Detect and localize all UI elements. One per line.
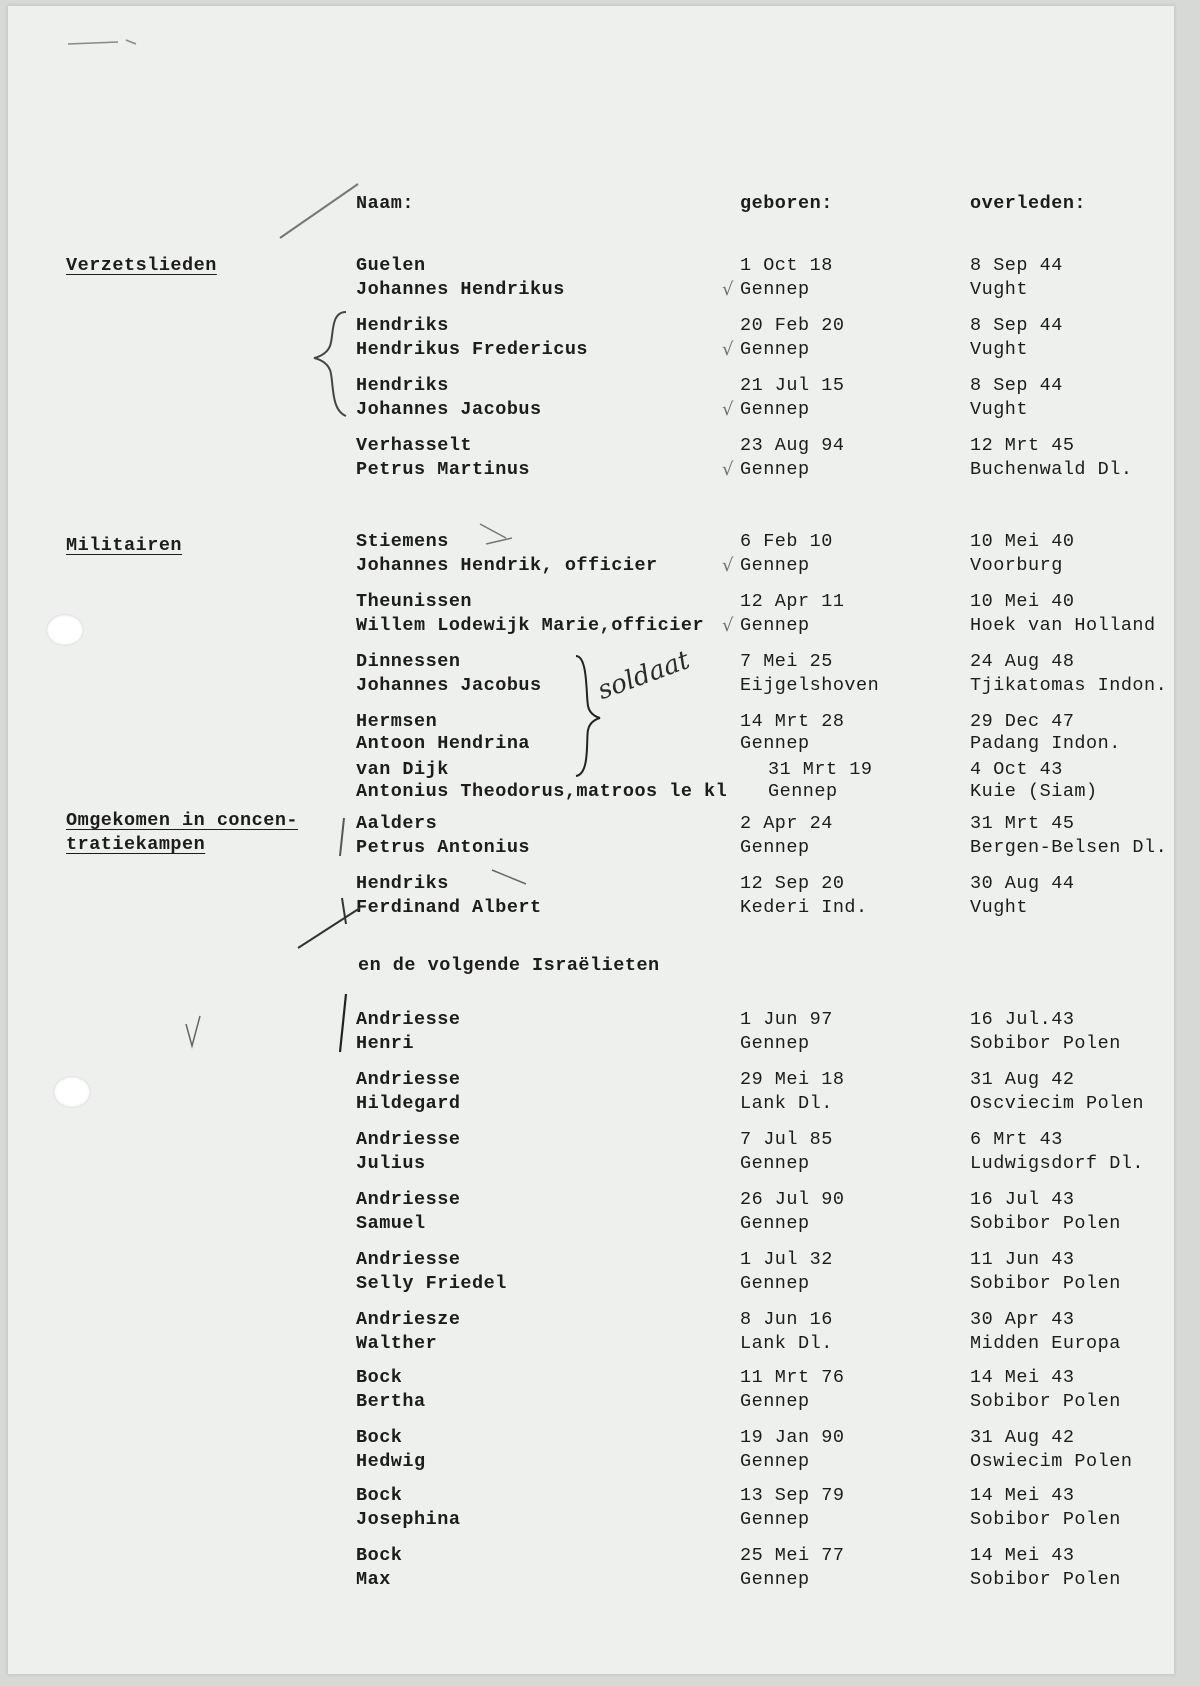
entry-surname: Theunissen: [356, 591, 473, 612]
entry-death-date: 14 Mei 43: [970, 1545, 1075, 1566]
entry-birth-place: Kederi Ind.: [740, 897, 868, 918]
entry-death-date: 8 Sep 44: [970, 255, 1063, 276]
entry-death-date: 14 Mei 43: [970, 1485, 1075, 1506]
entry-given-names: Max: [356, 1569, 391, 1590]
entry-given-names: Henri: [356, 1033, 415, 1054]
entry-death-place: Ludwigsdorf Dl.: [970, 1153, 1145, 1174]
entry-surname: van Dijk: [356, 759, 449, 780]
entry-given-names: Antonius Theodorus,matroos le kl: [356, 781, 728, 802]
entry-birth-date: 31 Mrt 19: [768, 759, 873, 780]
entry-given-names: Samuel: [356, 1213, 426, 1234]
entry-death-place: Voorburg: [970, 555, 1063, 576]
entry-given-names: Hildegard: [356, 1093, 461, 1114]
entry-surname: Bock: [356, 1367, 403, 1388]
entry-death-place: Vught: [970, 279, 1029, 300]
entry-birth-date: 25 Mei 77: [740, 1545, 845, 1566]
entry-death-date: 29 Dec 47: [970, 711, 1075, 732]
entry-death-date: 12 Mrt 45: [970, 435, 1075, 456]
entry-surname: Bock: [356, 1485, 403, 1506]
brace-mark: [314, 312, 346, 416]
check-mark: √: [722, 399, 734, 420]
entry-death-place: Vught: [970, 399, 1029, 420]
entry-birth-date: 19 Jan 90: [740, 1427, 845, 1448]
header-name: Naam:: [356, 193, 415, 214]
entry-birth-date: 20 Feb 20: [740, 315, 845, 336]
handwritten-annotation: soldaat: [593, 645, 694, 706]
entry-given-names: Hedwig: [356, 1451, 426, 1472]
entry-death-date: 31 Aug 42: [970, 1069, 1075, 1090]
entry-death-date: 14 Mei 43: [970, 1367, 1075, 1388]
entry-surname: Verhasselt: [356, 435, 473, 456]
entry-death-place: Hoek van Holland: [970, 615, 1156, 636]
entry-death-place: Tjikatomas Indon.: [970, 675, 1168, 696]
entry-birth-date: 7 Mei 25: [740, 651, 833, 672]
pencil-stroke: [280, 184, 358, 238]
entry-birth-place: Gennep: [740, 459, 810, 480]
entry-death-place: Vught: [970, 897, 1029, 918]
entry-given-names: Selly Friedel: [356, 1273, 507, 1294]
entry-surname: Bock: [356, 1427, 403, 1448]
entry-given-names: Antoon Hendrina: [356, 733, 531, 754]
entry-death-date: 16 Jul 43: [970, 1189, 1075, 1210]
entry-birth-date: 8 Jun 16: [740, 1309, 833, 1330]
header-born: geboren:: [740, 193, 833, 214]
entry-death-date: 8 Sep 44: [970, 375, 1063, 396]
entry-birth-place: Gennep: [740, 615, 810, 636]
section-label-concentratiekampen-line2: tratiekampen: [66, 834, 206, 855]
entry-birth-date: 2 Apr 24: [740, 813, 833, 834]
check-mark: √: [722, 339, 734, 360]
entry-surname: Hendriks: [356, 315, 449, 336]
entry-given-names: Johannes Hendrikus: [356, 279, 565, 300]
entry-death-place: Bergen-Belsen Dl.: [970, 837, 1168, 858]
entry-birth-date: 7 Jul 85: [740, 1129, 833, 1150]
entry-birth-place: Gennep: [740, 1153, 810, 1174]
pencil-stroke: [68, 40, 136, 44]
entry-surname: Stiemens: [356, 531, 449, 552]
check-mark: √: [722, 279, 734, 300]
entry-death-place: Buchenwald Dl.: [970, 459, 1133, 480]
pencil-stroke: [340, 994, 346, 1052]
entry-death-place: Midden Europa: [970, 1333, 1121, 1354]
pencil-stroke: [492, 870, 526, 884]
entry-given-names: Johannes Jacobus: [356, 399, 542, 420]
entry-death-place: Kuie (Siam): [970, 781, 1098, 802]
entry-surname: Hendriks: [356, 873, 449, 894]
entry-given-names: Petrus Martinus: [356, 459, 531, 480]
entry-birth-date: 23 Aug 94: [740, 435, 845, 456]
entry-death-date: 10 Mei 40: [970, 591, 1075, 612]
entry-birth-place: Gennep: [740, 837, 810, 858]
entry-death-date: 8 Sep 44: [970, 315, 1063, 336]
entry-birth-date: 6 Feb 10: [740, 531, 833, 552]
entry-birth-place: Lank Dl.: [740, 1333, 833, 1354]
pencil-tick: [186, 1016, 200, 1046]
entry-birth-place: Gennep: [740, 1033, 810, 1054]
entry-death-date: 31 Aug 42: [970, 1427, 1075, 1448]
entry-birth-place: Gennep: [740, 1451, 810, 1472]
entry-death-date: 31 Mrt 45: [970, 813, 1075, 834]
entry-surname: Andriesse: [356, 1189, 461, 1210]
entry-given-names: Julius: [356, 1153, 426, 1174]
entry-given-names: Willem Lodewijk Marie,officier: [356, 615, 705, 636]
entry-given-names: Walther: [356, 1333, 438, 1354]
entry-birth-date: 11 Mrt 76: [740, 1367, 845, 1388]
entry-death-place: Sobibor Polen: [970, 1509, 1121, 1530]
entry-given-names: Petrus Antonius: [356, 837, 531, 858]
entry-death-date: 4 Oct 43: [970, 759, 1063, 780]
entry-birth-date: 12 Apr 11: [740, 591, 845, 612]
entry-birth-place: Gennep: [740, 399, 810, 420]
entry-death-date: 30 Aug 44: [970, 873, 1075, 894]
entry-birth-place: Gennep: [768, 781, 838, 802]
entry-surname: Andriesse: [356, 1069, 461, 1090]
entry-surname: Dinnessen: [356, 651, 461, 672]
entry-death-date: 6 Mrt 43: [970, 1129, 1063, 1150]
entry-death-place: Sobibor Polen: [970, 1273, 1121, 1294]
entry-death-place: Sobibor Polen: [970, 1033, 1121, 1054]
entry-surname: Hermsen: [356, 711, 438, 732]
entry-death-place: Sobibor Polen: [970, 1569, 1121, 1590]
entry-given-names: Bertha: [356, 1391, 426, 1412]
entry-surname: Andriesze: [356, 1309, 461, 1330]
entry-given-names: Johannes Hendrik, officier: [356, 555, 658, 576]
entry-death-date: 24 Aug 48: [970, 651, 1075, 672]
entry-death-place: Oswiecim Polen: [970, 1451, 1133, 1472]
entry-birth-place: Gennep: [740, 1391, 810, 1412]
subheading-israelieten: en de volgende Israëlieten: [358, 955, 660, 976]
entry-death-place: Oscviecim Polen: [970, 1093, 1145, 1114]
entry-death-date: 10 Mei 40: [970, 531, 1075, 552]
entry-given-names: Johannes Jacobus: [356, 675, 542, 696]
entry-birth-date: 12 Sep 20: [740, 873, 845, 894]
entry-surname: Bock: [356, 1545, 403, 1566]
entry-birth-place: Gennep: [740, 733, 810, 754]
entry-given-names: Hendrikus Fredericus: [356, 339, 589, 360]
entry-birth-place: Eijgelshoven: [740, 675, 880, 696]
entry-death-place: Vught: [970, 339, 1029, 360]
entry-birth-place: Gennep: [740, 1569, 810, 1590]
entry-birth-date: 1 Oct 18: [740, 255, 833, 276]
entry-surname: Andriesse: [356, 1009, 461, 1030]
entry-surname: Aalders: [356, 813, 438, 834]
entry-surname: Hendriks: [356, 375, 449, 396]
entry-birth-date: 29 Mei 18: [740, 1069, 845, 1090]
entry-birth-place: Gennep: [740, 1273, 810, 1294]
pencil-arrow: [480, 524, 512, 544]
entry-death-date: 30 Apr 43: [970, 1309, 1075, 1330]
entry-death-date: 16 Jul.43: [970, 1009, 1075, 1030]
entry-given-names: Josephina: [356, 1509, 461, 1530]
section-label-verzetslieden: Verzetslieden: [66, 255, 217, 276]
entry-death-place: Sobibor Polen: [970, 1391, 1121, 1412]
entry-surname: Guelen: [356, 255, 426, 276]
entry-death-date: 11 Jun 43: [970, 1249, 1075, 1270]
pencil-marks: [8, 6, 1174, 1674]
entry-birth-place: Gennep: [740, 555, 810, 576]
entry-birth-date: 13 Sep 79: [740, 1485, 845, 1506]
header-died: overleden:: [970, 193, 1087, 214]
check-mark: √: [722, 459, 734, 480]
entry-birth-date: 1 Jun 97: [740, 1009, 833, 1030]
entry-birth-place: Gennep: [740, 339, 810, 360]
check-mark: √: [722, 615, 734, 636]
entry-death-place: Padang Indon.: [970, 733, 1121, 754]
entry-surname: Andriesse: [356, 1249, 461, 1270]
entry-given-names: Ferdinand Albert: [356, 897, 542, 918]
pencil-stroke: [340, 818, 344, 856]
entry-birth-date: 14 Mrt 28: [740, 711, 845, 732]
check-mark: √: [722, 555, 734, 576]
entry-surname: Andriesse: [356, 1129, 461, 1150]
entry-birth-date: 1 Jul 32: [740, 1249, 833, 1270]
document-page: [8, 6, 1174, 1674]
entry-birth-place: Gennep: [740, 1509, 810, 1530]
entry-birth-date: 26 Jul 90: [740, 1189, 845, 1210]
section-label-concentratiekampen-line1: Omgekomen in concen-: [66, 810, 299, 831]
entry-birth-place: Gennep: [740, 1213, 810, 1234]
entry-birth-date: 21 Jul 15: [740, 375, 845, 396]
brace-mark: [576, 656, 600, 776]
section-label-militairen: Militairen: [66, 535, 183, 556]
entry-birth-place: Gennep: [740, 279, 810, 300]
entry-death-place: Sobibor Polen: [970, 1213, 1121, 1234]
pencil-stroke: [298, 898, 360, 948]
entry-birth-place: Lank Dl.: [740, 1093, 833, 1114]
